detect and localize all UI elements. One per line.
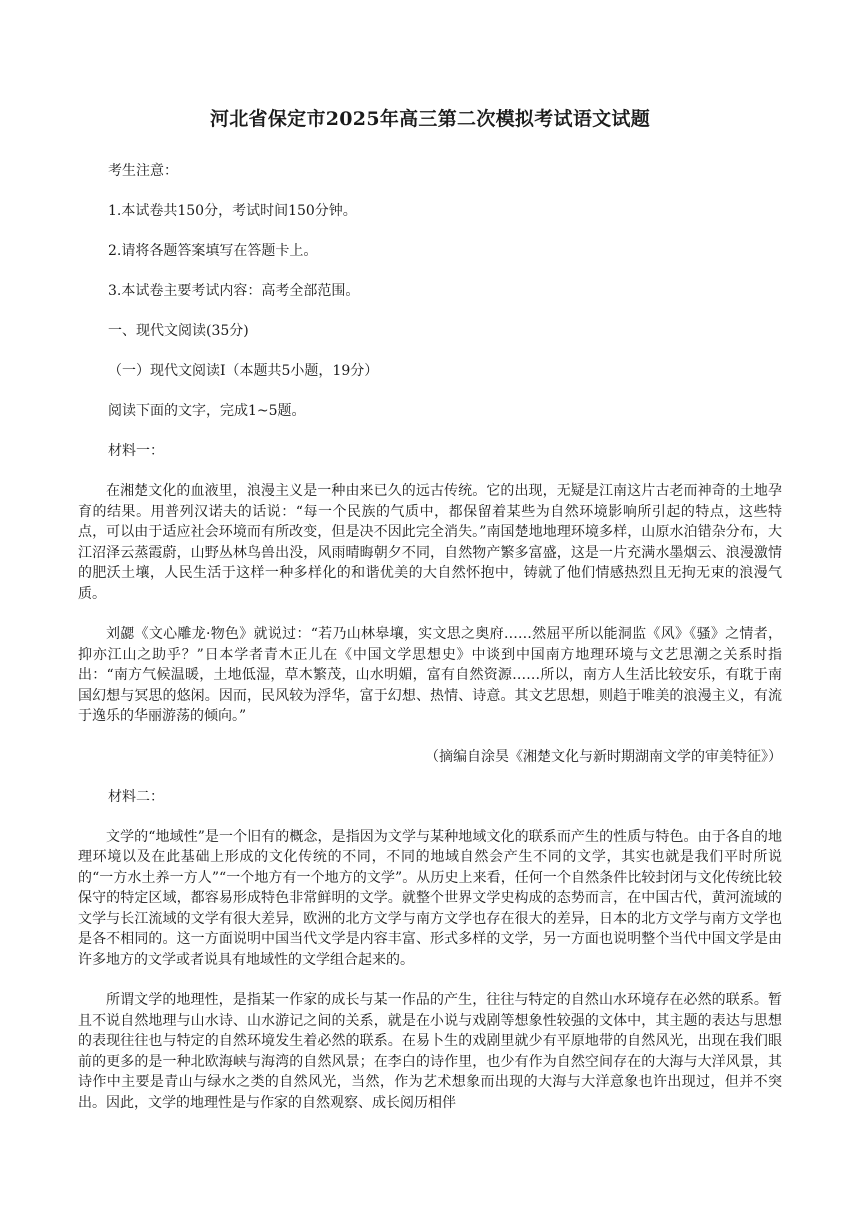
material-label-block bbox=[78, 787, 782, 807]
spacer bbox=[78, 970, 782, 990]
subsection-heading: （一）现代文阅读Ⅰ（本题共5小题，19分） bbox=[108, 363, 379, 379]
paragraph: 文学的“地域性”是一个旧有的概念，是指因为文学与某种地域文化的联系而产生的性质与特色。由于各自的地理环境以及在此基础上形成的文化传统的不同，不同的地域自然会产生不同的文学，其实也就是我们平时所说的“一方水土养一方人”“一个地方有一个地方的文学”。从历史上来看，任何一个自然条件比较封闭与文化传统比较保守的特定区域，都容易形成特色非常鲜明的文学。就整个世界文学史构成的态势而言，在中国古代，黄河流域的文学与长江流域的文学有很大差异，欧洲的北方文学与南方文学也存在很大的差异，日本的北方文学与南方文学也是各不相同的。这一方面说明中国当代文学是内容丰富、形式多样的文学，另一方面也说明整个当代中国文学是由许多地方的文学或者说具有地域性的文学组合起来的。 bbox=[78, 828, 782, 968]
spacer bbox=[78, 767, 782, 787]
paragraph: 在湘楚文化的血液里，浪漫主义是一种由来已久的远古传统。它的出现，无疑是江南这片古老而神奇的土地孕育的结果。用普列汉诺夫的话说：“每一个民族的气质中，都保留着某些为自然环境影响所引起的特点，这些特点，可以由于适应社会环境而有所改变，但是决不因此完全消失。”南国楚地地理环境多样，山原水泊错杂分布，大江沼泽云蒸霞蔚，山野丛林鸟兽出没，风雨晴晦朝夕不同，自然物产繁多富盛，这是一片充满水墨烟云、浪漫激情的肥沃土壤，人民生活于这样一种多样化的和谐优美的大自然怀抱中，铸就了他们情感热烈且无拘无束的浪漫气质。 bbox=[78, 483, 782, 602]
notice-item: 2.请将各题答案填写在答题卡上。 bbox=[108, 243, 318, 259]
material-label: 材料一： bbox=[108, 443, 164, 459]
notice-item: 3.本试卷主要考试内容：高考全部范围。 bbox=[108, 283, 360, 299]
source-citation: （摘编自涂昊《湘楚文化与新时期湖南文学的审美特征》） bbox=[425, 748, 782, 765]
instruction-text: 阅读下面的文字，完成1~5题。 bbox=[108, 403, 306, 419]
section-heading: 一、现代文阅读(35分) bbox=[108, 323, 249, 339]
material-label: 材料二： bbox=[108, 788, 164, 805]
document-title: 河北省保定市2025年高三第二次模拟考试语文试题 bbox=[209, 108, 651, 130]
spacer bbox=[78, 604, 782, 624]
paragraph: 刘勰《文心雕龙·物色》就说过：“若乃山林皋壤，实文思之奥府……然屈平所以能洞监《风》《骚》之情者，抑亦江山之助乎？”日本学者青木正儿在《中国文学思想史》中谈到中国南方地理环境与文艺思潮之关系时指出：“南方气候温暖，土地低湿，草木繁茂，山水明媚，富有自然资源……所以，南方人生活比较安乐，有耽于南国幻想与冥思的悠闲。因而，民风较为浮华，富于幻想、热情、诗意。其文艺思想，则趋于唯美的浪漫主义，有流于逸乐的华丽游荡的倾向。” bbox=[78, 626, 782, 724]
spacer bbox=[78, 727, 782, 747]
header-block bbox=[78, 161, 782, 461]
notice-item: 1.本试卷共150分，考试时间150分钟。 bbox=[108, 203, 357, 219]
paragraph: 所谓文学的地理性，是指某一作家的成长与某一作品的产生，往往与特定的自然山水环境存在必然的联系。暂且不说自然地理与山水诗、山水游记之间的关系，就是在小说与戏剧等想象性较强的文体中，其主题的表达与思想的表现往往也与特定的自然环境发生着必然的联系。在易卜生的戏剧里就少有平原地带的自然风光，出现在我们眼前的更多的是一种北欧海峡与海湾的自然风景；在李白的诗作里，也少有作为自然空间存在的大海与大洋风景，其诗作中主要是青山与绿水之类的自然风光，当然，作为艺术想象而出现的大海与大洋意象也许出现过，但并不突出。因此，文学的地理性是与作家的自然观察、成长阅历相伴 bbox=[78, 992, 782, 1111]
notice-heading: 考生注意： bbox=[108, 163, 178, 179]
